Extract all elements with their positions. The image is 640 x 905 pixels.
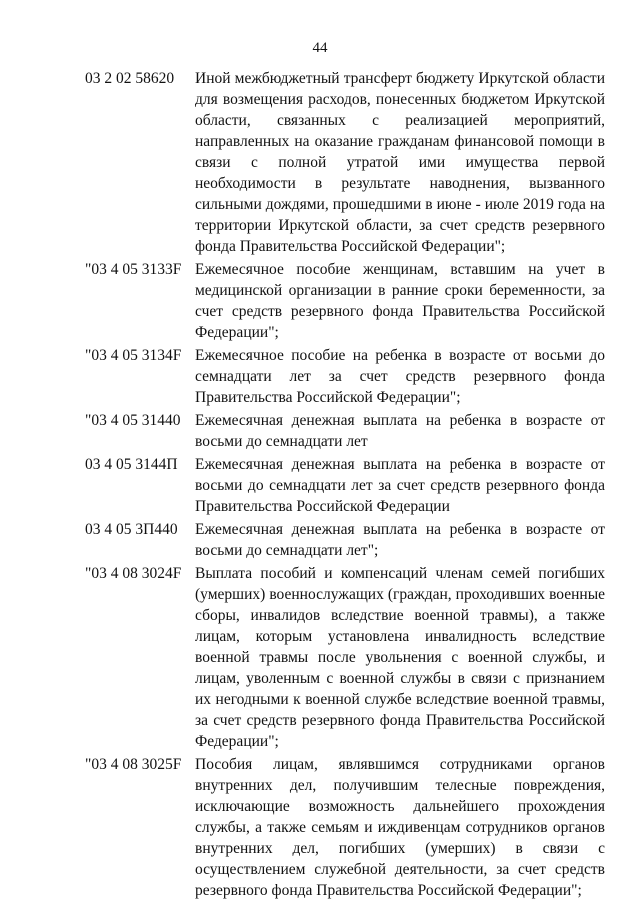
entry-code: 03 4 05 3144П	[85, 456, 178, 473]
entry-text: Ежемесячное пособие на ребенка в возрасте от восьми до семнадцати лет за счет средств резервного фонда Правительства Российской Федерации";	[195, 347, 605, 406]
entry-code: "03 4 08 3024F	[85, 565, 182, 582]
entry-text: Пособия лицам, являвшимся сотрудниками органов внутренних дел, получившим телесные повреждения, исключающие возможность дальнейшего прохождения службы, а также семьям и иждивенцам сотрудников органов внутренних дел, погибших (умерших) в связи с осуществлением служебной деятельности, за счет средств резервного фонда Правительства Российской Федерации";	[195, 756, 605, 899]
entry-text: Иной межбюджетный трансферт бюджету Иркутской области для возмещения расходов, понесенных бюджетом Иркутской области, связанных с реализацией мероприятий, направленных на оказание гражданам финансовой помощи в связи с полной утратой ими имущества первой необходимости в результате наводнения, вызванного сильными дождями, прошедшими в июне - июле 2019 года на территории Иркутской области, за счет средств резервного фонда Правительства Российской Федерации";	[195, 70, 605, 255]
entry-code: "03 4 05 3134F	[85, 347, 182, 364]
entry-text: Выплата пособий и компенсаций членам семей погибших (умерших) военнослужащих (граждан, проходивших военные сборы, инвалидов вследствие военной травмы), а также лицам, которым установлена инвалидность вследствие военной травмы после увольнения с военной службы, и лицам, уволенным с военной службы в связи с признанием их негодными к военной службе вследствие военной травмы, за счет средств резервного фонда Правительства Российской Федерации";	[195, 565, 605, 750]
entry-4	[85, 410, 605, 452]
entry-3	[85, 345, 605, 408]
entry-text: Ежемесячная денежная выплата на ребенка в возрасте от восьми до семнадцати лет	[195, 412, 605, 450]
entry-6	[85, 519, 605, 561]
entry-code: 03 2 02 58620	[85, 70, 175, 87]
entry-text: Ежемесячная денежная выплата на ребенка в возрасте от восьми до семнадцати лет за счет средств резервного фонда Правительства Российской Федерации	[195, 456, 605, 515]
entry-text: Ежемесячное пособие женщинам, вставшим на учет в медицинской организации в ранние сроки беременности, за счет средств резервного фонда Правительства Российской Федерации";	[195, 261, 605, 341]
entry-2	[85, 259, 605, 343]
entry-code: "03 4 05 31440	[85, 412, 181, 429]
entry-code: "03 4 08 3025F	[85, 756, 182, 773]
entry-text: Ежемесячная денежная выплата на ребенка в возрасте от восьми до семнадцати лет";	[195, 521, 605, 559]
page-number: 44	[312, 40, 328, 56]
entry-code: "03 4 05 3133F	[85, 261, 182, 278]
entry-8	[85, 754, 605, 901]
entry-1	[85, 68, 605, 257]
entries-list	[85, 68, 605, 903]
entry-7	[85, 563, 605, 752]
entry-5	[85, 454, 605, 517]
entry-code: 03 4 05 3П440	[85, 521, 178, 538]
